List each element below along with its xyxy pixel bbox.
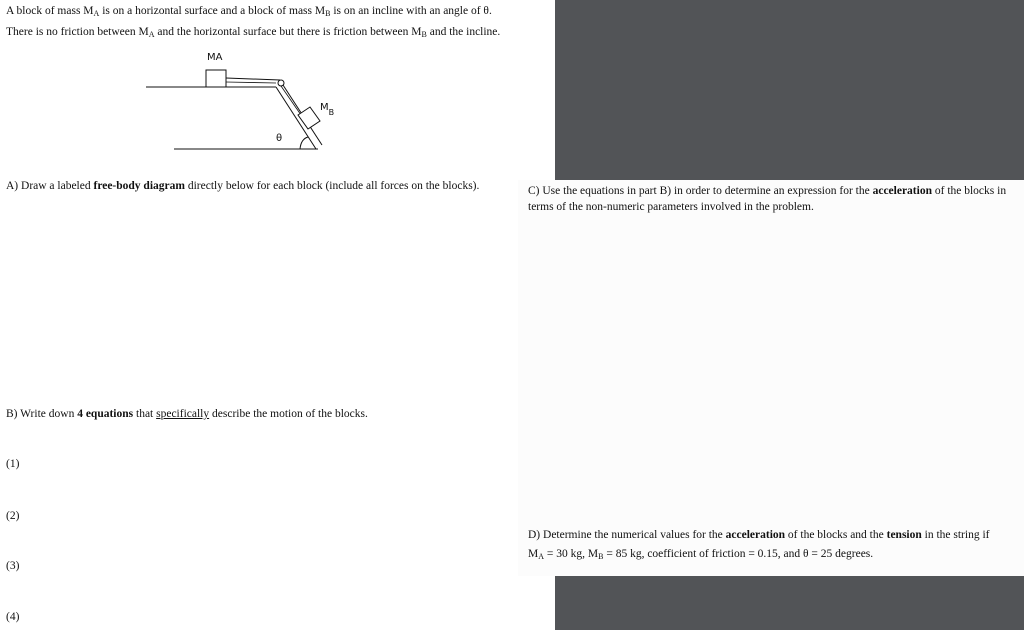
intro-text: and the incline. [426, 26, 501, 38]
block-a [206, 70, 226, 87]
part-d-text: = 85 kg, coefficient of friction = 0.15, and θ = 25 degrees. [603, 548, 874, 560]
part-b-text: describe the motion of the blocks. [209, 408, 368, 420]
part-b-bold: 4 equations [77, 408, 134, 420]
part-a-text: directly below for each block (include all forces on the blocks). [184, 180, 480, 192]
subscript: B [421, 30, 427, 39]
intro-text: is on an incline with an angle of θ. [330, 5, 492, 17]
label-mb [320, 102, 335, 117]
part-b-text: that [133, 408, 157, 420]
label-theta: θ [276, 133, 283, 144]
part-d-bold: tension [886, 529, 922, 541]
subscript: B [325, 9, 331, 18]
equation-label-4: (4) [6, 611, 20, 623]
intro-line-1 [6, 5, 492, 17]
subscript: B [598, 552, 604, 561]
equation-label-3: (3) [6, 560, 20, 572]
redacted-panel-top [555, 0, 1024, 180]
subscript: A [93, 9, 100, 18]
part-b-underline: specifically [156, 408, 210, 420]
string-horizontal [226, 82, 276, 83]
string-horizontal [226, 78, 280, 80]
equation-label-2: (2) [6, 510, 20, 522]
part-b-text: B) Write down [6, 408, 78, 420]
angle-arc [300, 137, 308, 149]
subscript: A [148, 30, 155, 39]
incline-figure [140, 45, 340, 157]
label-mb-subscript: B [328, 108, 335, 117]
label-ma: MA [207, 52, 223, 63]
label-mb-letter: M [320, 102, 329, 113]
part-d-text: M [528, 548, 539, 560]
part-c-text: of the blocks in terms of the non-numeric parameters involved in the problem. [528, 185, 1007, 213]
intro-line-2 [6, 26, 500, 38]
intro-text: is on a horizontal surface and a block of mass M [99, 5, 326, 17]
part-d-text: D) Determine the numerical values for the [528, 529, 726, 541]
part-a-text: A) Draw a labeled [6, 180, 94, 192]
subscript: A [538, 552, 545, 561]
equation-label-1: (1) [6, 458, 20, 470]
redacted-panel-bottom [555, 576, 1024, 630]
part-d-text: in the string if [921, 529, 990, 541]
part-c-text: C) Use the equations in part B) in order to determine an expression for the [528, 185, 873, 197]
part-a-bold: free-body diagram [93, 180, 185, 192]
answer-area [518, 180, 1024, 576]
part-d-question [528, 529, 989, 541]
part-d-bold: acceleration [725, 529, 786, 541]
part-a-question [6, 180, 479, 192]
part-d-values [528, 548, 873, 560]
part-c-question [528, 183, 1020, 215]
part-b-question [6, 408, 368, 420]
intro-text: There is no friction between M [6, 26, 149, 38]
part-d-text: = 30 kg, M [544, 548, 599, 560]
part-c-bold: acceleration [872, 185, 932, 197]
intro-text: and the horizontal surface but there is friction between M [154, 26, 422, 38]
part-d-text: of the blocks and the [785, 529, 887, 541]
intro-text: A block of mass M [6, 5, 94, 17]
